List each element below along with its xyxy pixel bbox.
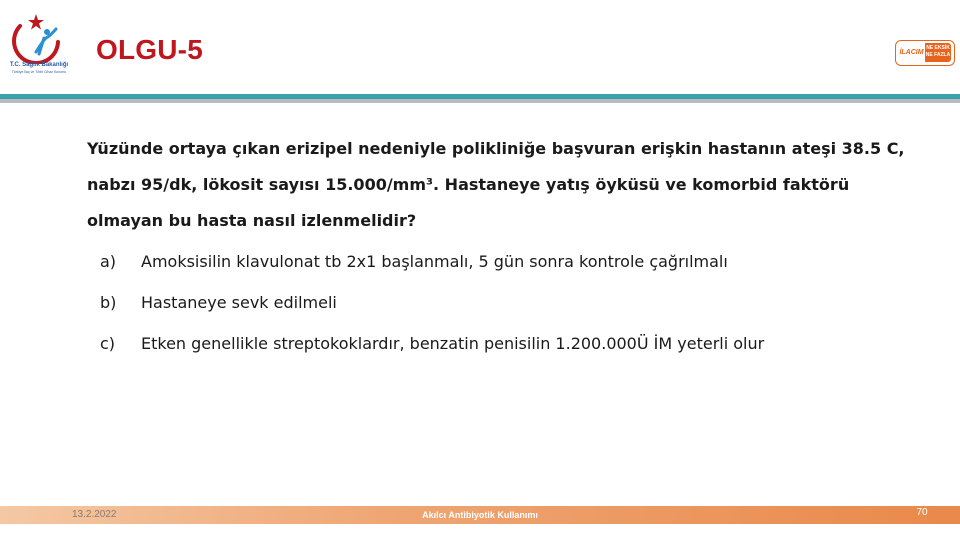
case-question: Yüzünde ortaya çıkan erizipel nedeniyle polikliniğe başvuran erişkin hastanın ateşi 38.5 C, nabzı 95/dk, lökosit sayısı 15.000/mm³. Hastaneye yatış öyküsü ve komorbid faktörü olmayan bu hasta nasıl izlenmelidir? bbox=[87, 139, 905, 230]
slide-header bbox=[0, 0, 960, 100]
campaign-logo-right-text: NE EKSİK NE FAZLA bbox=[925, 43, 951, 62]
option-letter: a) bbox=[100, 252, 117, 271]
option-text: Hastaneye sevk edilmeli bbox=[141, 293, 337, 312]
campaign-logo bbox=[895, 40, 955, 66]
option-text: Etken genellikle streptokoklardır, benzatin penisilin 1.200.000Ü İM yeterli olur bbox=[141, 334, 765, 353]
slide-footer bbox=[0, 506, 960, 524]
answer-option-a bbox=[100, 248, 900, 289]
answer-options bbox=[100, 248, 900, 371]
ministry-name: T.C. Sağlık Bakanlığı bbox=[9, 62, 69, 68]
footer-title: Akılcı Antibiyotik Kullanımı bbox=[422, 510, 538, 520]
ministry-logo bbox=[6, 12, 72, 82]
campaign-logo-left-text: İLACIM bbox=[899, 49, 924, 56]
footer-date: 13.2.2022 bbox=[72, 509, 117, 520]
option-text: Amoksisilin klavulonat tb 2x1 başlanmalı, 5 gün sonra kontrole çağrılmalı bbox=[141, 252, 728, 271]
page-number: 70 bbox=[916, 507, 928, 518]
ministry-logo-icon bbox=[6, 12, 72, 64]
answer-option-c bbox=[100, 330, 900, 371]
ministry-subline: Türkiye İlaç ve Tıbbi Cihaz Kurumu bbox=[11, 70, 67, 74]
option-letter: b) bbox=[100, 293, 117, 312]
option-letter: c) bbox=[100, 334, 116, 353]
slide-title: OLGU-5 bbox=[96, 34, 203, 65]
answer-option-b bbox=[100, 289, 900, 330]
header-divider-grey bbox=[0, 99, 960, 103]
